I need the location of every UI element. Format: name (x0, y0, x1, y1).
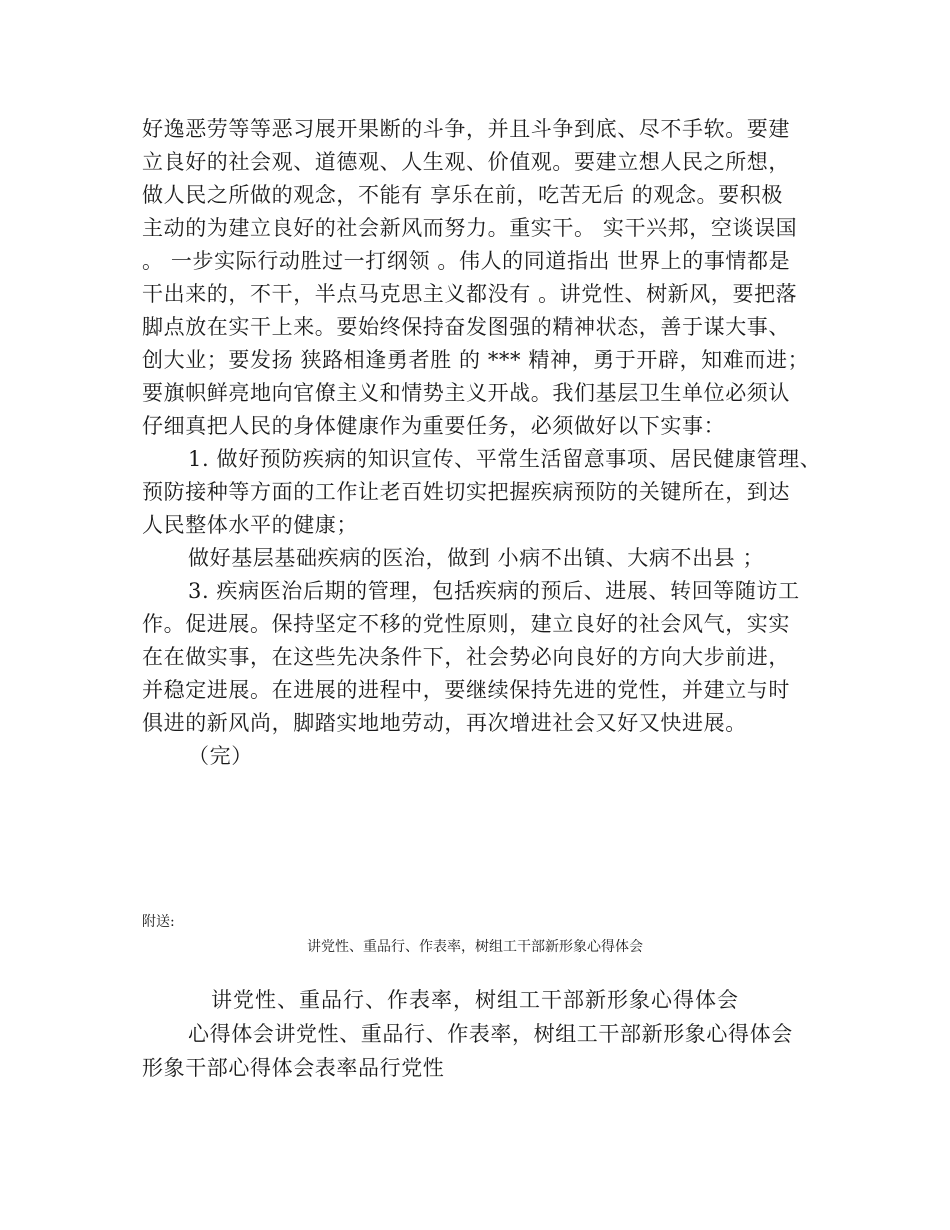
body-line-18: 并稳定进展。在进展的进程中，要继续保持先进的党性，并建立与时 (142, 678, 790, 702)
appendix-line-1: 心得体会讲党性、重品行、作表率，树组工干部新形象心得体会 (188, 1022, 793, 1046)
appendix-small-title: 讲党性、重品行、作表率，树组工干部新形象心得体会 (307, 939, 643, 955)
list-item-2-line-1: 做好基层基础疾病的医治，做到 小病不出镇、大病不出县 ； (188, 546, 765, 570)
body-line-1: 好逸恶劳等等恶习展开果断的斗争，并且斗争到底、尽不手软。要建 (142, 117, 790, 141)
body-line-5: 。 一步实际行动胜过一打纲领 。伟人的同道指出 世界上的事情都是 (142, 249, 791, 273)
body-line-2: 立良好的社会观、道德观、人生观、价值观。要建立想人民之所想， (142, 150, 790, 174)
body-line-9: 要旗帜鲜亮地向官僚主义和情势主义开战。我们基层卫生单位必须认 (142, 381, 790, 405)
body-line-7: 脚点放在实干上来。要始终保持奋发图强的精神状态，善于谋大事、 (142, 315, 790, 339)
body-line-10: 仔细真把人民的身体健康作为重要任务，必须做好以下实事： (142, 414, 726, 438)
list-item-3-line-2: 作。促进展。保持坚定不移的党性原则，建立良好的社会风气，实实 (142, 612, 790, 636)
list-item-3-line-1: 3. 疾病医治后期的管理，包括疾病的预后、进展、转回等随访工 (188, 579, 800, 603)
list-item-1-line-2: 预防接种等方面的工作让老百姓切实把握疾病预防的关键所在，到达 (142, 480, 790, 504)
body-line-8: 创大业；要发扬 狭路相逢勇者胜 的 *** 精神，勇于开辟，知难而进； (142, 348, 810, 372)
body-line-17: 在在做实事，在这些先决条件下，社会势必向良好的方向大步前进， (142, 645, 790, 669)
body-line-19: 俱进的新风尚，脚踏实地地劳动，再次增进社会又好又快进展。 (142, 711, 747, 735)
appendix-line-2: 形象干部心得体会表率品行党性 (142, 1056, 445, 1080)
appendix-big-title: 讲党性、重品行、作表率，树组工干部新形象心得体会 (211, 988, 739, 1012)
body-line-3: 做人民之所做的观念，不能有 享乐在前，吃苦无后 的观念。要积极 (142, 183, 783, 207)
end-mark: （完） (188, 744, 253, 768)
body-line-4: 主动的为建立良好的社会新风而努力。重实干。 实干兴邦，空谈误国 (142, 216, 798, 240)
list-item-1-line-1: 1. 做好预防疾病的知识宣传、平常生活留意事项、居民健康管理、 (188, 447, 822, 471)
appendix-label: 附送: (142, 914, 175, 930)
body-line-6: 干出来的，不干，半点马克思主义都没有 。讲党性、树新风，要把落 (142, 282, 798, 306)
list-item-1-line-3: 人民整体水平的健康； (142, 513, 358, 537)
